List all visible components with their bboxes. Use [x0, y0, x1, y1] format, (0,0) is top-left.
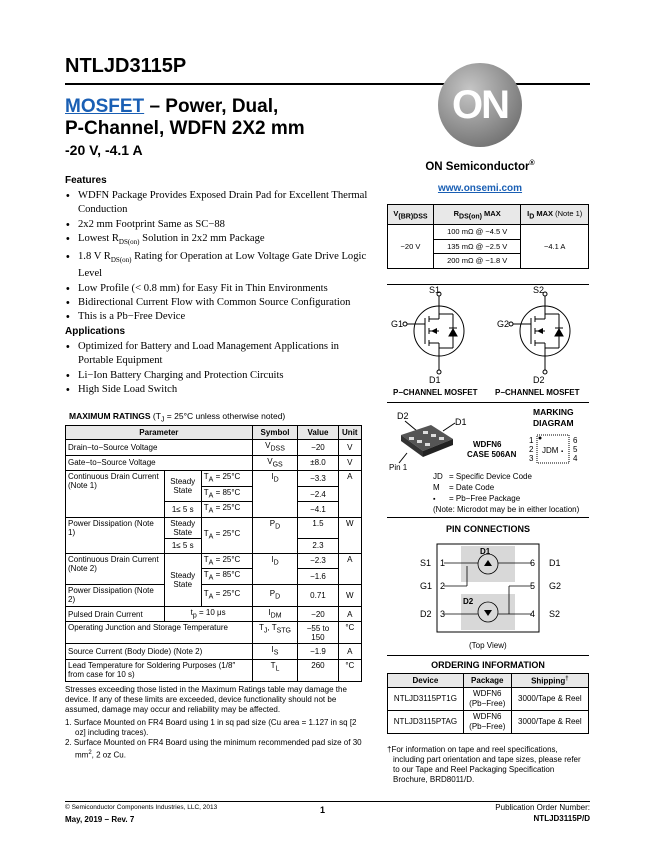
list-item: • Optimized for Battery and Load Management Applications in Portable Equipment	[65, 340, 375, 369]
col-header-device: Device	[388, 674, 464, 688]
on-logo: ON	[438, 63, 522, 147]
col-header-symbol: Symbol	[252, 426, 298, 440]
list-item: • Low Profile (< 0.8 mm) for Easy Fit in Thin Environments	[65, 282, 375, 296]
svg-text:6: 6	[530, 558, 536, 568]
pin-connections-diagram	[387, 536, 589, 654]
mosfet-link[interactable]: MOSFET	[65, 96, 145, 117]
top-view-label: (Top View)	[469, 641, 507, 650]
pkg-d1: D1	[455, 417, 467, 427]
pin-g2: G2	[497, 319, 510, 329]
title-line2: P-Channel, WDFN 2X2 mm	[65, 118, 305, 139]
list-item: • WDFN Package Provides Exposed Drain Pad for Excellent Thermal Conduction	[65, 189, 375, 218]
marking-title-2: DIAGRAM	[533, 418, 574, 428]
list-item: • Li−Ion Battery Charging and Protection Circuits	[65, 369, 375, 383]
table-row: Continuous Drain Current (Note 1) Steady State $T_A = 25^\circ C$ $I_D$ −3.3 A	[66, 471, 362, 487]
features-section	[65, 175, 375, 325]
table-row: Lead Temperature for Soldering Purposes (1/8″ from case for 10 s) $T_L$ 260 °C	[66, 659, 362, 681]
col-header-package: Package	[463, 674, 511, 688]
pin-label-g1: G1	[420, 581, 433, 591]
max-ratings-table	[65, 425, 362, 682]
table-row: NTLJD3115PT1G WDFN6 (Pb−Free) 3000/Tape & Reel	[388, 688, 589, 711]
part-number: NTLJD3115P	[65, 55, 187, 77]
svg-text:▪: ▪	[433, 496, 436, 503]
pin-label-d1: D1	[549, 558, 561, 568]
col-header-vbr: $V_{(BR)DSS}$	[388, 205, 434, 225]
svg-text:6: 6	[573, 436, 578, 445]
note-1: 1. Surface Mounted on FR4 Board using 1 in sq pad size (Cu area = 1.127 in sq [2 oz] including traces).	[65, 718, 357, 737]
col-header-unit: Unit	[338, 426, 361, 440]
document-title	[65, 96, 385, 158]
applications-list	[65, 340, 375, 398]
table-row: 1≤ 5 s 2.3	[66, 538, 362, 553]
divider	[387, 402, 589, 403]
case-number: CASE 506AN	[467, 450, 517, 459]
table-row: Drain−to−Source Voltage $V_{DSS}$ −20 V	[66, 440, 362, 456]
svg-text:4: 4	[573, 454, 578, 463]
legend-note: (Note: Microdot may be in either location)	[433, 505, 580, 514]
mosfet-label-1: P−CHANNEL MOSFET	[393, 388, 478, 397]
divider	[387, 655, 589, 656]
table-row: 1≤ 5 s $T_A = 25^\circ C$ −4.1	[66, 502, 362, 518]
publication-label: Publication Order Number:	[495, 803, 590, 812]
svg-text:4: 4	[530, 609, 536, 619]
table-row: 135 mΩ @ −2.5 V	[388, 239, 589, 254]
pin-d1: D1	[429, 375, 441, 385]
website-link[interactable]: www.onsemi.com	[437, 183, 523, 194]
svg-text:= Date Code: = Date Code	[449, 483, 495, 492]
note-2: 2. Surface Mounted on FR4 Board using the minimum recommended pad size of 30 $mm^2$, 2 oz Cu.	[65, 738, 362, 760]
table-row: NTLJD3115PTAG WDFN6 (Pb−Free) 3000/Tape & Reel	[388, 711, 589, 734]
table-row: Gate−to−Source Voltage $V_{GS}$ ±8.0 V	[66, 455, 362, 471]
svg-text:1: 1	[529, 436, 534, 445]
pin-connections-title: PIN CONNECTIONS	[445, 524, 530, 534]
pin1-label: Pin 1	[389, 463, 408, 472]
package-name: WDFN6	[473, 440, 502, 449]
svg-text:M: M	[433, 483, 440, 492]
table-row: Continuous Drain Current (Note 2) Steady State $T_A = 25^\circ C$ $I_D$ −2.3 A	[66, 553, 362, 569]
mosfet-label-2: P−CHANNEL MOSFET	[495, 388, 580, 397]
mosfet-schematics	[387, 286, 589, 400]
ordering-title: ORDERING INFORMATION	[431, 660, 545, 670]
inner-d2: D2	[463, 597, 474, 606]
table-row: −20 V 100 mΩ @ −4.5 V −4.1 A	[388, 225, 589, 240]
footer-rule	[65, 801, 590, 802]
table-row: Source Current (Body Diode) (Note 2) $I_S$ −1.9 A	[66, 644, 362, 660]
pin-label-g2: G2	[549, 581, 562, 591]
page-number: 1	[320, 805, 326, 815]
company-name: ON Semiconductor®	[425, 160, 535, 173]
pin-s2: S2	[533, 286, 545, 295]
title-line3: -20 V, -4.1 A	[65, 142, 143, 158]
svg-text:3: 3	[440, 609, 446, 619]
publication-number: NTLJD3115P/D	[533, 814, 590, 823]
inner-d1: D1	[480, 547, 491, 556]
applications-section	[65, 326, 375, 398]
svg-text:= Specific Device Code: = Specific Device Code	[449, 472, 532, 481]
pin-s1: S1	[429, 286, 441, 295]
svg-text:5: 5	[530, 581, 536, 591]
table-row: 200 mΩ @ −1.8 V	[388, 254, 589, 269]
list-item: • 2x2 mm Footprint Same as SC−88	[65, 218, 375, 232]
mark-text: JDM	[542, 446, 559, 455]
list-item: • Bidirectional Current Flow with Common Source Configuration	[65, 296, 375, 310]
ordering-table	[387, 673, 589, 734]
svg-text:JD: JD	[433, 472, 443, 481]
list-item: • High Side Load Switch	[65, 383, 375, 397]
svg-text:3: 3	[529, 454, 534, 463]
table-row: $T_A = 85^\circ C$ −1.6	[66, 569, 362, 585]
features-heading: Features	[65, 175, 107, 186]
copyright: © Semiconductor Components Industries, LLC, 2013	[65, 804, 218, 811]
pin-label-s1: S1	[420, 558, 432, 568]
table-row: Power Dissipation (Note 2) $T_A = 25^\circ C$ $P_D$ 0.71 W	[66, 584, 362, 606]
col-header-shipping: Shipping†	[511, 674, 588, 688]
pin-label-s2: S2	[549, 609, 561, 619]
pin-label-d2: D2	[420, 609, 432, 619]
package-marking-diagram	[387, 405, 589, 517]
title-line1: – Power, Dual,	[144, 96, 279, 117]
spec-summary-table	[387, 204, 589, 269]
divider	[387, 517, 589, 518]
col-header-id: $I_D$ MAX (Note 1)	[521, 205, 589, 225]
list-item: • This is a Pb−Free Device	[65, 310, 375, 324]
marking-title: MARKING	[533, 407, 574, 417]
ordering-footnote: †For information on tape and reel specifications, including part orientation and tape sizes, please refer to our Tape and Reel Packaging Specification Brochure, BRD8011/D.	[387, 745, 581, 784]
features-list	[65, 189, 375, 325]
ratings-title: MAXIMUM RATINGS ($T_J = 25^\circ C$ unless otherwise noted)	[69, 411, 286, 424]
applications-heading: Applications	[65, 326, 126, 337]
svg-text:5: 5	[573, 445, 578, 454]
svg-text:2: 2	[440, 581, 446, 591]
table-row: Operating Junction and Storage Temperature $T_J$, $T_{STG}$ −55 to 150 °C	[66, 622, 362, 644]
table-row: Pulsed Drain Current $t_p = 10$ μs $I_{DM}$ −20 A	[66, 606, 362, 622]
pin-d2: D2	[533, 375, 545, 385]
col-header-rds: $R_{DS(on)}$ MAX	[433, 205, 520, 225]
col-header-value: Value	[298, 426, 338, 440]
svg-text:1: 1	[440, 558, 446, 568]
list-item: • Lowest $R_{DS(on)}$ Solution in 2x2 mm Package	[65, 232, 375, 250]
col-header-parameter: Parameter	[66, 426, 253, 440]
table-row: Power Dissipation (Note 1) Steady State $T_A = 25^\circ C$ $P_D$ 1.5 W	[66, 517, 362, 538]
divider	[387, 284, 589, 285]
pin-g1: G1	[391, 319, 404, 329]
table-row: $T_A = 85^\circ C$ −2.4	[66, 486, 362, 502]
mark-dot: ▪	[561, 449, 564, 455]
pkg-d2: D2	[397, 411, 409, 421]
svg-text:= Pb−Free Package: = Pb−Free Package	[449, 494, 521, 503]
list-item: • 1.8 V $R_{DS(on)}$ Rating for Operation at Low Voltage Gate Drive Logic Level	[65, 250, 375, 282]
svg-text:2: 2	[529, 445, 534, 454]
stress-note: Stresses exceeding those listed in the Maximum Ratings table may damage the device. If any of these limits are exceeded, device functionality should not be assumed, damage may occur and reliability may be affected.	[65, 685, 347, 714]
revision-date: May, 2019 − Rev. 7	[65, 815, 135, 824]
